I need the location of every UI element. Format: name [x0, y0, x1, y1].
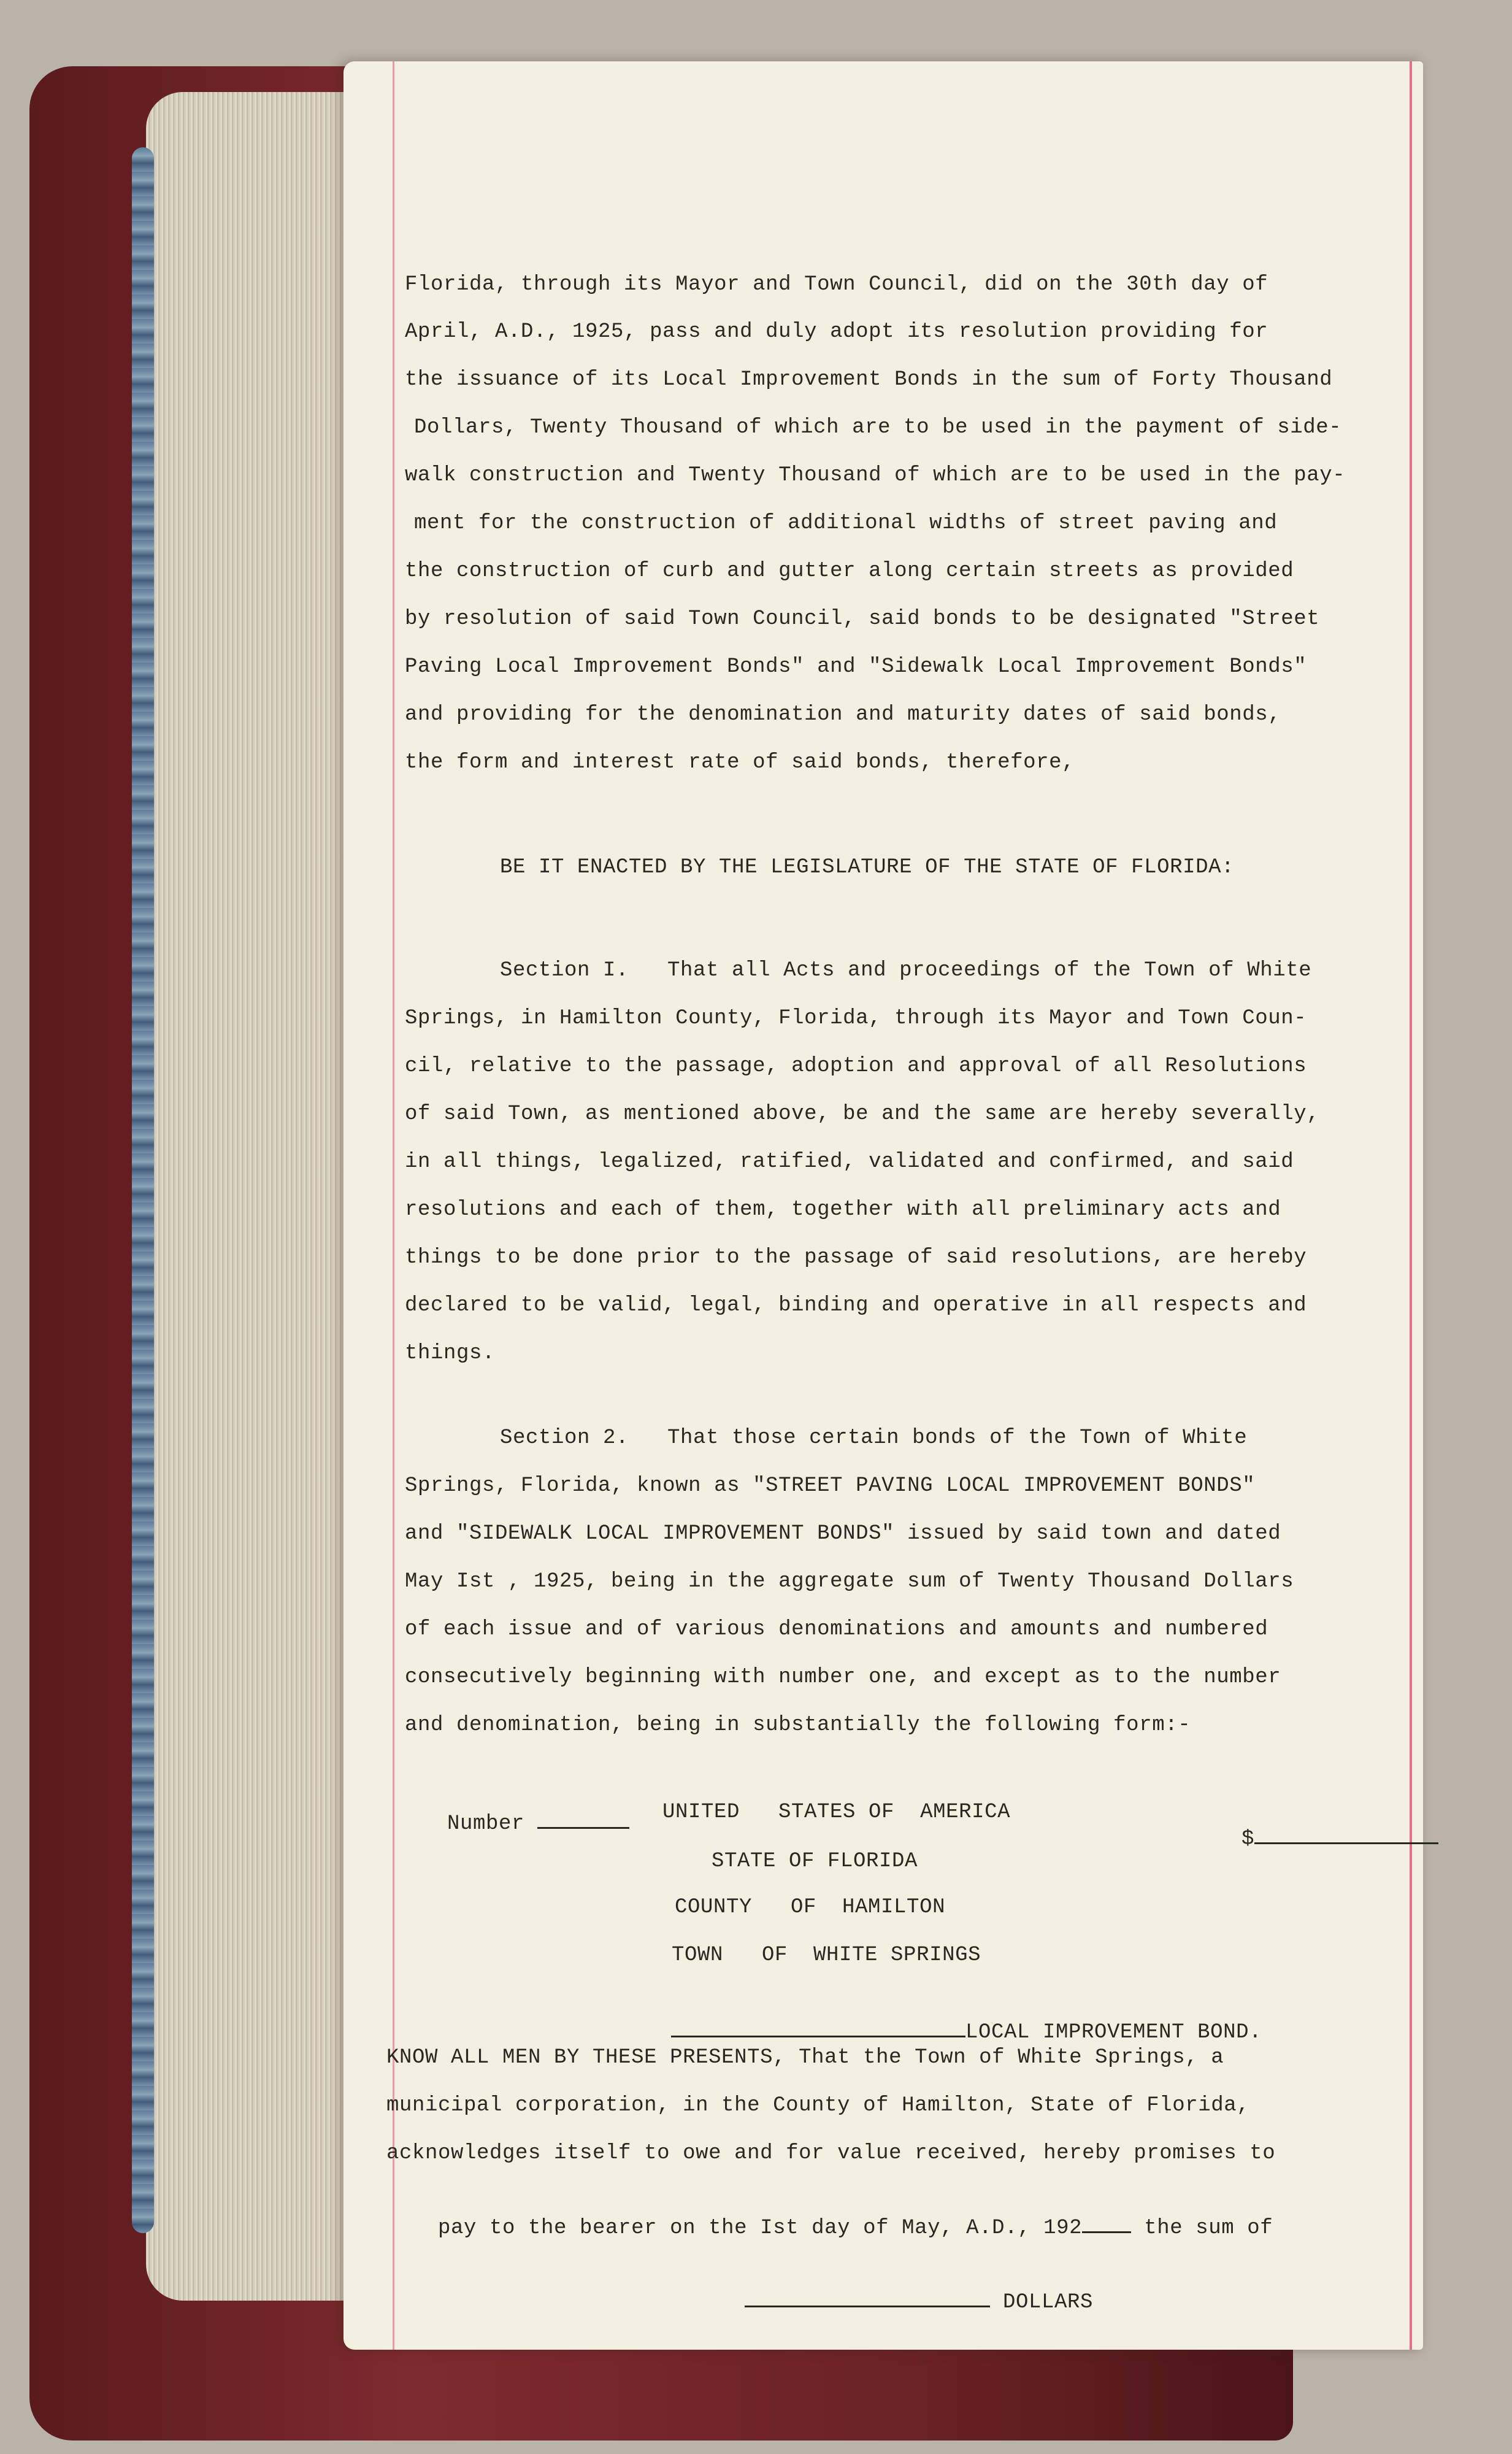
text-line: things. — [405, 1342, 496, 1365]
left-margin-rule — [393, 61, 394, 2350]
text-line: Section I. That all Acts and proceedings of the Town of White — [500, 959, 1312, 982]
bond-title: LOCAL IMPROVEMENT BOND. — [620, 1994, 1262, 2067]
bond-dollars-line: DOLLARS — [693, 2264, 1093, 2337]
text-line: and denomination, being in substantially the following form:- — [405, 1714, 1191, 1737]
text-line: Paving Local Improvement Bonds" and "Sidewalk Local Improvement Bonds" — [405, 655, 1307, 679]
bond-number-blank — [537, 1809, 629, 1829]
right-margin-rule — [1410, 61, 1412, 2350]
text-line: walk construction and Twenty Thousand of which are to be used in the pay- — [405, 464, 1346, 487]
bond-county: COUNTY OF HAMILTON — [675, 1896, 946, 1919]
text-line: cil, relative to the passage, adoption and approval of all Resolutions — [405, 1055, 1307, 1078]
text-line: in all things, legalized, ratified, validated and confirmed, and said — [405, 1150, 1294, 1174]
dollars-blank — [745, 2287, 990, 2307]
text-line: of each issue and of various denominations and amounts and numbered — [405, 1618, 1268, 1641]
text-line: May Ist , 1925, being in the aggregate sum of Twenty Thousand Dollars — [405, 1570, 1294, 1593]
text-line: KNOW ALL MEN BY THESE PRESENTS, That the Town of White Springs, a — [386, 2046, 1224, 2069]
text-line: of said Town, as mentioned above, be and the same are hereby severally, — [405, 1102, 1320, 1126]
text-line: Springs, Florida, known as "STREET PAVING LOCAL IMPROVEMENT BONDS" — [405, 1474, 1256, 1498]
text-line: the issuance of its Local Improvement Bonds in the sum of Forty Thousand — [405, 368, 1333, 391]
bond-number-label: Number — [396, 1785, 629, 1859]
text-line: things to be done prior to the passage of said resolutions, are hereby — [405, 1246, 1307, 1269]
text-line: April, A.D., 1925, pass and duly adopt its resolution providing for — [405, 320, 1268, 344]
text-line: Section 2. That those certain bonds of the Town of White — [500, 1426, 1248, 1450]
text-line: Dollars, Twenty Thousand of which are to be used in the payment of side- — [414, 416, 1342, 439]
text-line: municipal corporation, in the County of Hamilton, State of Florida, — [386, 2094, 1250, 2117]
bond-pay-line: pay to the bearer on the Ist day of May, A.D., 192 the sum of — [386, 2190, 1273, 2263]
enacting-clause: BE IT ENACTED BY THE LEGISLATURE OF THE STATE OF FLORIDA: — [500, 856, 1235, 879]
text-line: and providing for the denomination and maturity dates of said bonds, — [405, 703, 1281, 726]
bond-town: TOWN OF WHITE SPRINGS — [672, 1944, 981, 1967]
text-line: acknowledges itself to owe and for value received, hereby promises to — [386, 2142, 1276, 2165]
text-line: consecutively beginning with number one, and except as to the number — [405, 1666, 1281, 1689]
text-line: and "SIDEWALK LOCAL IMPROVEMENT BONDS" issued by said town and dated — [405, 1522, 1281, 1545]
bond-type-blank — [671, 2017, 965, 2037]
text-line: ment for the construction of additional widths of street paving and — [414, 512, 1278, 535]
text-line: the form and interest rate of said bonds, therefore, — [405, 751, 1075, 774]
ledger-marbled-edge — [132, 147, 154, 2233]
bond-state: STATE OF FLORIDA — [712, 1850, 918, 1873]
text-line: Florida, through its Mayor and Town Council, did on the 30th day of — [405, 273, 1268, 296]
text-line: the construction of curb and gutter along certain streets as provided — [405, 560, 1294, 583]
bond-amount-blank — [1254, 1824, 1438, 1844]
text-line: by resolution of said Town Council, said bonds to be designated "Street — [405, 607, 1320, 631]
text-line: resolutions and each of them, together with all preliminary acts and — [405, 1198, 1281, 1221]
text-line: Springs, in Hamilton County, Florida, through its Mayor and Town Coun- — [405, 1007, 1307, 1030]
text-line: declared to be valid, legal, binding and operative in all respects and — [405, 1294, 1307, 1317]
ledger-page — [343, 61, 1423, 2350]
year-blank — [1082, 2213, 1131, 2233]
bond-amount-field: $ — [1190, 1801, 1438, 1874]
bond-country: UNITED STATES OF AMERICA — [662, 1801, 1011, 1824]
